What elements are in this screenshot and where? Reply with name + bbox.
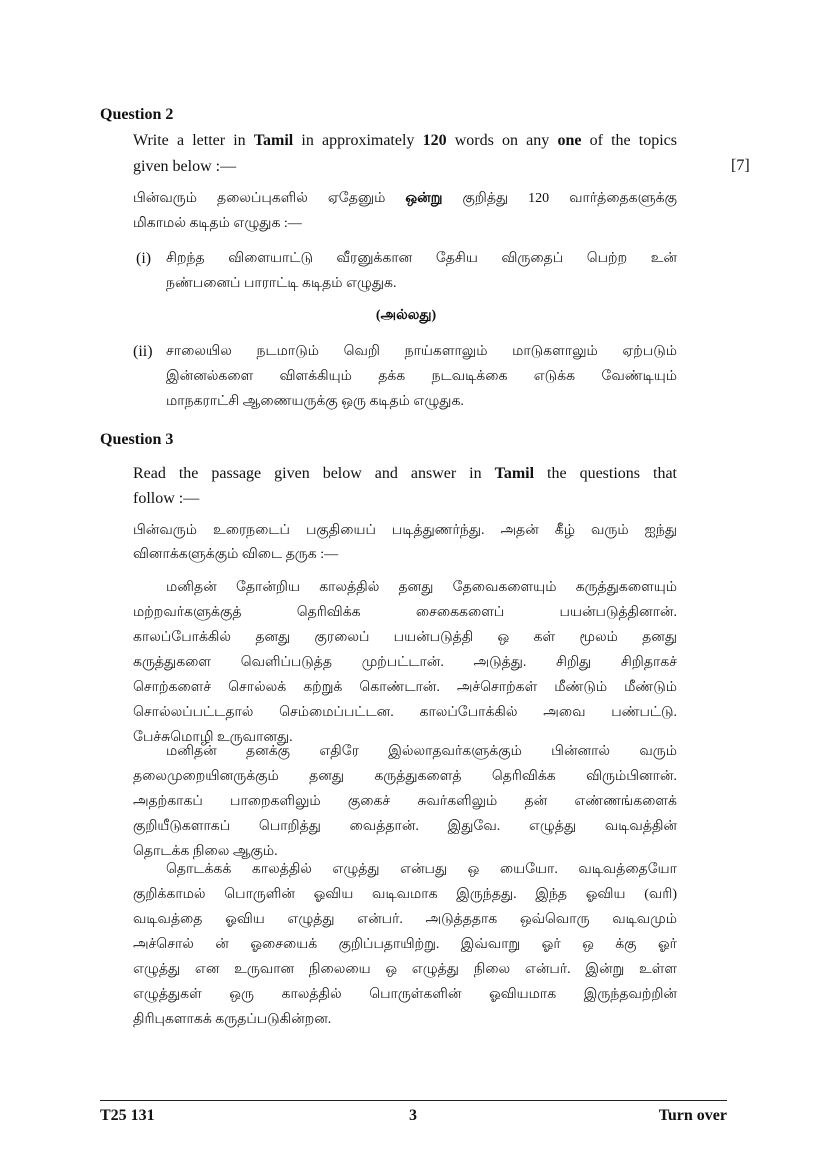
passage-line: திரிபுகளாகக் கருதப்படுகின்றன.: [133, 1012, 332, 1027]
q2-option2-number: (ii): [133, 343, 153, 360]
q2-marks: [7]: [731, 157, 750, 174]
passage-paragraph-3: [133, 857, 677, 1032]
footer-paper-code: T25 131: [100, 1107, 155, 1124]
question-3-heading: Question 3: [100, 431, 174, 448]
passage-line: தொடக்கக் காலத்தில் எழுத்து என்பது ஒ யையோ. வடிவத்தையோ: [166, 862, 677, 877]
q2-instruction-line2: given below :—: [133, 158, 237, 175]
passage-line: காலப்போக்கில் தனது குரலைப் பயன்படுத்தி ஒ கள் மூலம் தனது: [133, 630, 677, 645]
footer-rule: [100, 1100, 727, 1101]
q2-instruction-line1: Write a letter in Tamil in approximately 120 words on any one of the topics: [133, 132, 678, 149]
question-2-heading: Question 2: [100, 106, 174, 123]
passage-line: தொடக்க நிலை ஆகும்.: [133, 844, 278, 859]
q2-option2-line2: இன்னல்களை விளக்கியும் தக்க நடவடிக்கை எடுக்க வேண்டியும்: [166, 369, 677, 384]
q2-or-label: (அல்லது): [375, 308, 437, 323]
passage-line: குறியீடுகளாகப் பொறித்து வைத்தான். இதுவே. எழுத்து வடிவத்தின்: [133, 819, 677, 834]
passage-line: எழுத்து என உருவான நிலையை ஒ எழுத்து நிலை என்பர். இன்று உள்ள: [133, 962, 677, 977]
passage-line: கருத்துகளை வெளிப்படுத்த முற்பட்டான். அடுத்து. சிறிது சிறிதாகச்: [133, 655, 677, 670]
q2-option2-line1: சாலையில நடமாடும் வெறி நாய்களாலும் மாடுகளாலும் ஏற்படும்: [166, 344, 677, 359]
q3-instruction-line1: Read the passage given below and answer in Tamil the questions that: [133, 465, 678, 482]
passage-line: அச்சொல் ன் ஓசையைக் குறிப்பதாயிற்று. இவ்வாறு ஓர் ஒ க்கு ஓர்: [133, 937, 677, 952]
footer-turn-over: Turn over: [658, 1107, 727, 1124]
passage-line: பேச்சுமொழி உருவானது.: [133, 730, 293, 745]
q2-tamil-instruction-line1: பின்வரும் தலைப்புகளில் ஏதேனும் ஒன்று குறித்து 120 வார்த்தைகளுக்கு: [133, 191, 677, 206]
q3-instruction-line2: follow :—: [133, 490, 200, 507]
q2-option1-line1: சிறந்த விளையாட்டு வீரனுக்கான தேசிய விருதைப் பெற்ற உன்: [166, 251, 677, 266]
passage-line: மற்றவர்களுக்குத் தெரிவிக்க சைகைகளைப் பயன்படுத்தினான்.: [133, 605, 677, 620]
passage-line: குறிக்காமல் பொருளின் ஓவிய வடிவமாக இருந்தது. இந்த ஓவிய (வரி): [133, 887, 677, 902]
passage-paragraph-1: [133, 575, 677, 750]
passage-line: மனிதன் தனக்கு எதிரே இல்லாதவர்களுக்கும் பின்னால் வரும்: [166, 744, 677, 759]
passage-line: மனிதன் தோன்றிய காலத்தில் தனது தேவைகளையும் கருத்துகளையும்: [166, 580, 677, 595]
q3-tamil-instruction-line2: வினாக்களுக்கும் விடை தருக :—: [133, 547, 339, 562]
passage-line: சொற்களைச் சொல்லக் கற்றுக் கொண்டான். அச்சொற்கள் மீண்டும் மீண்டும்: [133, 680, 677, 695]
q2-option1-number: (i): [136, 250, 152, 267]
footer-page-number: 3: [409, 1107, 417, 1124]
passage-line: அதற்காகப் பாறைகளிலும் குகைச் சுவர்களிலும் தன் எண்ணங்களைக்: [133, 794, 677, 809]
passage-paragraph-2: [133, 739, 677, 864]
q3-tamil-instruction-line1: பின்வரும் உரைநடைப் பகுதியைப் படித்துணர்ந்து. அதன் கீழ் வரும் ஐந்து: [133, 523, 677, 538]
passage-line: சொல்லப்பட்டதால் செம்மைப்பட்டன. காலப்போக்கில் அவை பண்பட்டு.: [133, 705, 677, 720]
passage-line: வடிவத்தை ஓவிய எழுத்து என்பர். அடுத்ததாக ஒவ்வொரு வடிவமும்: [133, 912, 677, 927]
q2-option1-line2: நண்பனைப் பாராட்டி கடிதம் எழுதுக.: [166, 276, 397, 291]
q2-tamil-instruction-line2: மிகாமல் கடிதம் எழுதுக :—: [133, 216, 302, 231]
passage-line: தலைமுறையினருக்கும் தனது கருத்துகளைத் தெரிவிக்க விரும்பினான்.: [133, 769, 677, 784]
q2-option2-line3: மாநகராட்சி ஆணையருக்கு ஒரு கடிதம் எழுதுக.: [166, 394, 464, 409]
passage-line: எழுத்துகள் ஒரு காலத்தில் பொருள்களின் ஓவியமாக இருந்தவற்றின்: [133, 987, 677, 1002]
